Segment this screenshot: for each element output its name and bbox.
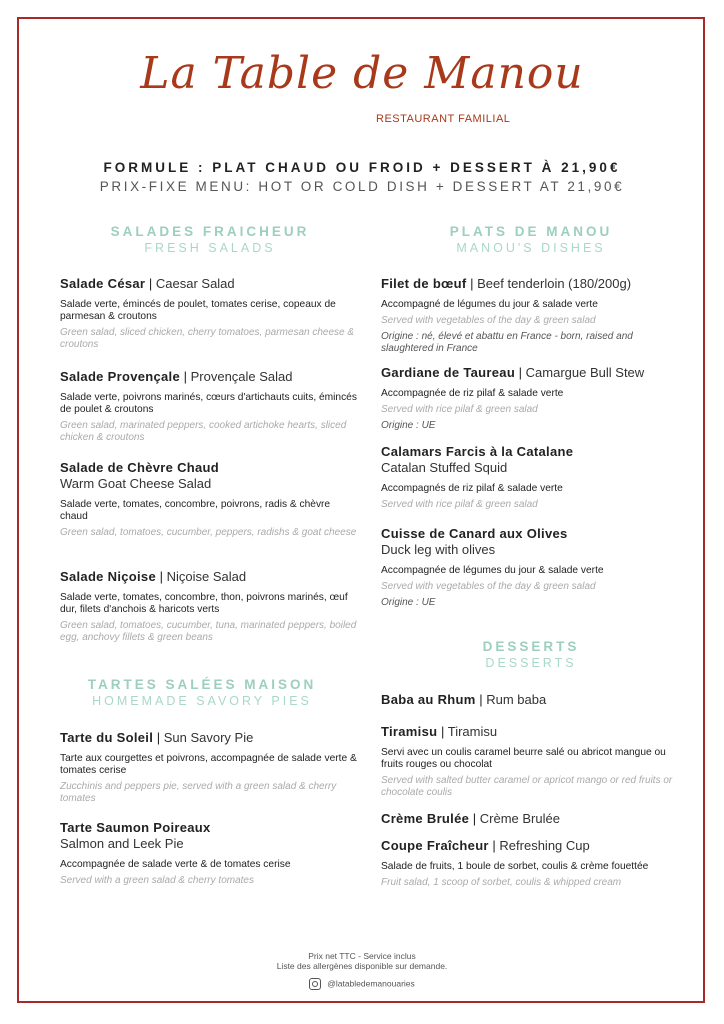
item-name-fr: Tiramisu [381, 724, 438, 739]
item-name-fr: Calamars Farcis à la Catalane [381, 444, 574, 459]
section-tartes [52, 677, 352, 708]
formule-fr: FORMULE : PLAT CHAUD OU FROID + DESSERT À 21,90€ [103, 160, 621, 175]
item-name-en: Catalan Stuffed Squid [381, 460, 508, 475]
item-name-fr: Tarte Saumon Poireaux [60, 820, 211, 835]
menu-item [381, 365, 681, 432]
item-name-fr: Salade César [60, 276, 146, 291]
item-description-en: Green salad, tomatoes, cucumber, peppers, radishs & goat cheese [60, 527, 357, 538]
menu-item [60, 369, 360, 444]
item-origin: Origine : UE [381, 420, 436, 431]
item-description: Salade verte, tomates, concombre, thon, poivrons marinés, œuf dur, filets d'anchois & haricots verts [60, 592, 348, 615]
section-title: SALADES FRAICHEUR [110, 224, 310, 239]
item-title: Crème Brulée | Crème Brulée [381, 811, 560, 826]
item-description: Tarte aux courgettes et poivrons, accompagnée de salade verte & tomates cerise [60, 753, 357, 776]
item-name-en: Caesar Salad [155, 276, 235, 291]
item-description: Salade verte, tomates, concombre, poivrons, radis & chèvre chaud [60, 499, 331, 522]
item-name-fr: Gardiane de Taureau [381, 365, 516, 380]
footer-allergens: Liste des allergènes disponible sur demande. [276, 961, 448, 971]
item-description-en: Served with salted butter caramel or apricot mango or red fruits or chocolate coulis [381, 775, 673, 798]
item-title [60, 820, 360, 852]
item-name-fr: Crème Brulée [381, 811, 470, 826]
item-name-en: Sun Savory Pie [163, 730, 254, 745]
item-title: Coupe Fraîcheur | Refreshing Cup [381, 838, 590, 853]
menu-item [381, 526, 681, 609]
item-name-fr: Salade Provençale [60, 369, 180, 384]
item-description: Accompagnée de légumes du jour & salade verte [381, 565, 604, 576]
menu-item [381, 811, 681, 827]
item-name-fr: Salade Niçoise [60, 569, 156, 584]
item-title [381, 526, 681, 558]
item-title [381, 444, 681, 476]
item-description: Salade verte, poivrons marinés, cœurs d'artichauts cuits, émincés de poulet & croutons [60, 392, 357, 415]
section-desserts [381, 639, 681, 670]
section-subtitle: FRESH SALADS [144, 241, 276, 255]
item-title [60, 460, 360, 492]
menu-item [60, 276, 360, 351]
tagline: RESTAURANT FAMILIAL [376, 113, 511, 125]
section-title: TARTES SALÉES MAISON [87, 677, 317, 692]
item-name-fr: Filet de bœuf [381, 276, 467, 291]
item-description-en: Served with rice pilaf & green salad [381, 499, 538, 510]
item-description: Accompagnée de salade verte & de tomates cerise [60, 859, 291, 870]
item-description-en: Green salad, tomatoes, cucumber, tuna, marinated peppers, boiled egg, anchovy fillets & green beans [60, 620, 357, 643]
menu-item [381, 444, 681, 511]
item-name-fr: Cuisse de Canard aux Olives [381, 526, 568, 541]
item-name-en: Camargue Bull Stew [525, 365, 645, 380]
item-description-en: Served with a green salad & cherry tomates [60, 875, 254, 886]
section-plats [381, 224, 681, 255]
item-name-en: Niçoise Salad [166, 569, 247, 584]
item-description: Accompagné de légumes du jour & salade verte [381, 299, 598, 310]
item-title: Salade Provençale | Provençale Salad [60, 369, 293, 384]
item-name-en: Beef tenderloin (180/200g) [477, 276, 632, 291]
item-description: Servi avec un coulis caramel beurre salé ou abricot mangue ou fruits rouges ou chocolat [381, 747, 666, 770]
item-name-en: Salmon and Leek Pie [60, 836, 184, 851]
item-name-en: Duck leg with olives [381, 542, 496, 557]
item-name-fr: Baba au Rhum [381, 692, 476, 707]
section-title: PLATS DE MANOU [449, 224, 613, 239]
item-origin: Origine : né, élevé et abattu en France - born, raised and slaughtered in France [381, 331, 633, 354]
menu-item [381, 724, 681, 799]
instagram-icon [309, 978, 321, 990]
menu-item [381, 692, 681, 708]
menu-item [60, 569, 360, 644]
menu-item [381, 276, 681, 355]
section-subtitle: MANOU'S DISHES [456, 241, 606, 255]
item-name-en: Provençale Salad [190, 369, 293, 384]
footer-instagram[interactable] [0, 978, 724, 990]
item-description-en: Green salad, sliced chicken, cherry tomatoes, parmesan cheese & croutons [60, 327, 355, 350]
section-subtitle: DESSERTS [485, 656, 577, 670]
item-description: Salade de fruits, 1 boule de sorbet, coulis & crème fouettée [381, 861, 649, 872]
item-name-en: Crème Brulée [479, 811, 560, 826]
footer-price-note: Prix net TTC - Service inclus [308, 951, 416, 961]
item-title: Filet de bœuf | Beef tenderloin (180/200g) [381, 276, 632, 291]
item-name-en: Warm Goat Cheese Salad [60, 476, 212, 491]
menu-item [60, 820, 360, 887]
menu-item [60, 460, 360, 539]
section-subtitle: HOMEMADE SAVORY PIES [92, 694, 312, 708]
item-name-fr: Tarte du Soleil [60, 730, 154, 745]
item-description: Accompagnés de riz pilaf & salade verte [381, 483, 563, 494]
item-title: Tiramisu | Tiramisu [381, 724, 498, 739]
instagram-handle[interactable]: @latabledemanouaries [327, 978, 415, 989]
formule-en: PRIX-FIXE MENU: HOT OR COLD DISH + DESSERT AT 21,90€ [99, 179, 625, 194]
item-description-en: Zucchinis and peppers pie, served with a green salad & cherry tomates [60, 781, 337, 804]
item-description-en: Green salad, marinated peppers, cooked artichoke hearts, sliced chicken & croutons [60, 420, 347, 443]
item-description: Salade verte, émincés de poulet, tomates cerise, copeaux de parmesan & croutons [60, 299, 336, 322]
item-title: Tarte du Soleil | Sun Savory Pie [60, 730, 254, 745]
item-title: Salade Niçoise | Niçoise Salad [60, 569, 247, 584]
section-salades [60, 224, 360, 255]
item-name-fr: Salade de Chèvre Chaud [60, 460, 220, 475]
item-description-en: Served with rice pilaf & green salad [381, 404, 538, 415]
menu-item [60, 730, 360, 805]
item-description-en: Fruit salad, 1 scoop of sorbet, coulis & whipped cream [381, 877, 622, 888]
item-name-en: Refreshing Cup [499, 838, 590, 853]
restaurant-logo: La Table de Manou [140, 48, 584, 99]
item-name-fr: Coupe Fraîcheur [381, 838, 489, 853]
item-description: Accompagnée de riz pilaf & salade verte [381, 388, 564, 399]
section-title: DESSERTS [482, 639, 580, 654]
item-name-en: Rum baba [486, 692, 547, 707]
item-title: Baba au Rhum | Rum baba [381, 692, 547, 707]
item-title: Salade César | Caesar Salad [60, 276, 235, 291]
item-title: Gardiane de Taureau | Camargue Bull Stew [381, 365, 645, 380]
item-name-en: Tiramisu [447, 724, 498, 739]
item-description-en: Served with vegetables of the day & green salad [381, 581, 596, 592]
menu-item [381, 838, 681, 889]
item-description-en: Served with vegetables of the day & green salad [381, 315, 596, 326]
item-origin: Origine : UE [381, 597, 436, 608]
